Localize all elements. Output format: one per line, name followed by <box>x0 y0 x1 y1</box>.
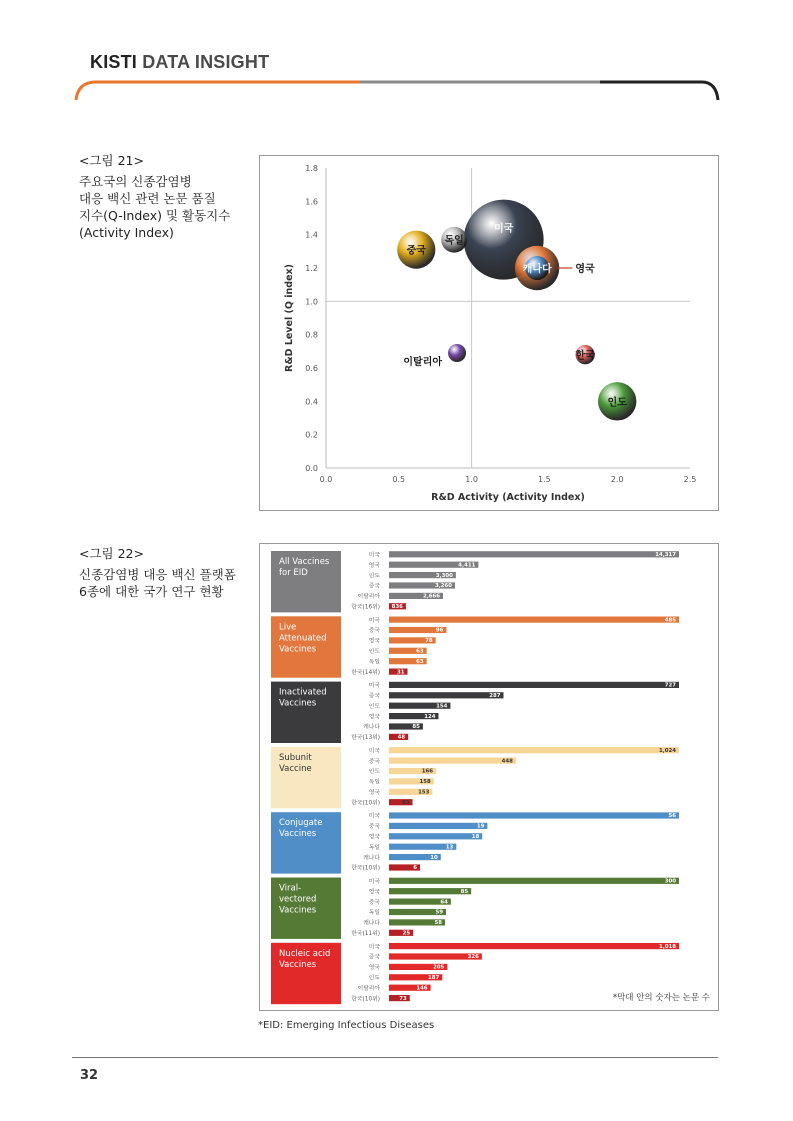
bar-country-label: 캐나다 <box>363 920 380 927</box>
bar-value-label: 1,024 <box>658 747 676 754</box>
figure21-chart-frame <box>259 155 719 511</box>
bar-value-label: 10 <box>430 854 438 861</box>
x-tick-label: 2.0 <box>610 475 624 484</box>
bar-value-label: 25 <box>402 930 411 937</box>
bar-value-label: 73 <box>399 995 407 1002</box>
bar-6-0 <box>389 943 679 949</box>
y-tick-label: 0.2 <box>305 430 318 440</box>
group-name: Nucleic acid <box>279 948 331 959</box>
bar-2-1 <box>389 692 503 698</box>
bar-value-label: 83 <box>401 799 410 806</box>
bar-4-2 <box>389 833 482 839</box>
bar-value-label: 96 <box>435 627 444 634</box>
bar-country-label: 캐나다 <box>363 855 380 862</box>
bar-value-label: 166 <box>421 768 434 775</box>
bar-country-label: 인도 <box>368 573 380 580</box>
bar-value-label: 58 <box>434 920 443 927</box>
bar-value-label: 485 <box>664 617 676 624</box>
figure22-chart-frame <box>259 543 719 1011</box>
group-name: Vaccines <box>279 959 317 970</box>
figure22-caption-line: 신종감염병 대응 백신 플랫폼 <box>79 567 236 582</box>
group-name: Live <box>279 622 297 633</box>
x-axis-title: R&D Activity (Activity Index) <box>431 492 585 503</box>
figure21-number: <그림 21> <box>79 153 144 168</box>
bar-country-label: 영국 <box>368 889 380 896</box>
bar-value-label: 3,300 <box>435 572 453 579</box>
y-tick-label: 0.6 <box>305 364 318 373</box>
bar-4-1 <box>389 823 487 829</box>
bar-country-label: 중국 <box>368 758 380 765</box>
group-name: vectored <box>279 894 317 905</box>
group-name: Inactivated <box>279 687 327 698</box>
bar-value-label: 63 <box>416 658 424 665</box>
bubble-label: 독일 <box>444 235 464 247</box>
scatter-chart <box>260 156 718 510</box>
bar-country-label: 한국(13위) <box>351 735 380 742</box>
y-tick-label: 0.0 <box>305 464 318 473</box>
bar-country-label: 독일 <box>368 779 380 786</box>
x-tick-label: 1.0 <box>465 475 478 484</box>
bar-value-label: 205 <box>433 964 445 971</box>
bar-value-label: 78 <box>425 638 433 645</box>
bar-2-0 <box>389 682 679 688</box>
bar-1-0 <box>389 617 679 623</box>
bar-country-label: 인도 <box>368 703 380 710</box>
bar-country-label: 한국(10위) <box>351 800 380 807</box>
figure22-number: <그림 22> <box>79 546 144 561</box>
bar-value-label: 2,666 <box>422 593 441 600</box>
header-brand: KISTI <box>90 52 138 72</box>
bar-value-label: 3,260 <box>434 583 453 590</box>
bar-0-0 <box>389 551 679 557</box>
bar-country-label: 중국 <box>368 628 380 635</box>
bubble-label: 중국 <box>406 245 426 257</box>
y-tick-label: 0.8 <box>305 330 318 340</box>
bar-value-label: 85 <box>412 724 420 731</box>
bar-5-1 <box>389 888 471 894</box>
bar-value-label: 124 <box>424 713 436 720</box>
bar-country-label: 한국(14위) <box>351 669 380 676</box>
bar-country-label: 미국 <box>368 944 380 951</box>
group-name: Vaccines <box>279 698 317 709</box>
bar-value-label: 6 <box>413 865 418 872</box>
bar-country-label: 중국 <box>368 954 380 961</box>
bar-country-label: 영국 <box>368 638 380 645</box>
bar-country-label: 중국 <box>368 583 380 590</box>
bar-4-0 <box>389 812 679 818</box>
bar-country-label: 중국 <box>368 693 380 700</box>
y-tick-label: 1.8 <box>305 164 318 173</box>
page-number: 32 <box>80 1068 99 1083</box>
bar-value-label: 187 <box>428 975 440 981</box>
bar-country-label: 미국 <box>368 617 380 624</box>
bar-value-label: 13 <box>445 844 454 851</box>
figure21-caption-line: 지수(Q-Index) 및 활동지수 <box>79 208 231 223</box>
bar-country-label: 영국 <box>368 790 380 796</box>
bar-country-label: 한국(11위) <box>351 931 380 937</box>
x-tick-label: 2.5 <box>683 475 697 484</box>
group-name: Viral- <box>279 883 302 894</box>
header-title <box>90 52 269 73</box>
bar-value-label: 59 <box>435 909 444 916</box>
figure22-caption-line: 6종에 대한 국가 연구 현황 <box>79 584 224 599</box>
bar-value-label: 287 <box>489 693 501 699</box>
group-name: Subunit <box>279 752 312 763</box>
group-name: All Vaccines <box>279 557 330 567</box>
bar-country-label: 이탈리아 <box>357 594 380 601</box>
bubble-5 <box>448 344 466 362</box>
x-tick-label: 0.5 <box>392 475 406 484</box>
bar-country-label: 인도 <box>368 975 380 982</box>
bar-country-label: 미국 <box>368 552 380 559</box>
y-tick-label: 1.4 <box>305 230 318 240</box>
y-tick-label: 0.4 <box>305 397 318 407</box>
y-tick-label: 1.0 <box>305 297 318 307</box>
bar-value-label: 154 <box>436 703 448 710</box>
footer-rule <box>72 1057 718 1058</box>
group-name: Vaccines <box>279 829 317 840</box>
y-tick-label: 1.2 <box>305 264 318 273</box>
footnote: *EID: Emerging Infectious Diseases <box>258 1020 435 1031</box>
bar-country-label: 미국 <box>368 748 380 755</box>
bar-country-label: 독일 <box>368 844 380 851</box>
bubble-label: 캐나다 <box>522 264 552 275</box>
y-tick-label: 1.6 <box>305 197 318 207</box>
bar-country-label: 한국(16위) <box>351 604 380 611</box>
bar-country-label: 독일 <box>368 659 380 666</box>
group-name: Vaccine <box>279 763 312 774</box>
group-name: Attenuated <box>279 633 327 644</box>
bubble-label: 한국 <box>575 350 595 362</box>
bar-value-label: 31 <box>397 669 405 676</box>
bar-5-0 <box>389 878 679 884</box>
bar-chart-note: *막대 안의 숫자는 논문 수 <box>612 993 710 1003</box>
figure21-caption <box>79 152 230 241</box>
bar-value-label: 158 <box>419 779 431 786</box>
bar-value-label: 836 <box>391 604 403 610</box>
group-name: for EID <box>279 568 308 578</box>
bar-country-label: 영국 <box>368 562 380 569</box>
header-subtitle: DATA INSIGHT <box>142 52 270 72</box>
figure21-caption-line: (Activity Index) <box>79 225 174 240</box>
bar-country-label: 중국 <box>368 899 380 906</box>
bar-value-label: 4,411 <box>458 562 476 569</box>
bar-country-label: 독일 <box>368 910 380 917</box>
bar-country-label: 영국 <box>368 714 380 721</box>
bubble-label: 이탈리아 <box>403 357 443 368</box>
bar-country-label: 이탈리아 <box>357 985 380 992</box>
bar-3-1 <box>389 758 516 764</box>
bar-value-label: 300 <box>664 878 676 885</box>
bar-country-label: 한국(10위) <box>351 996 380 1003</box>
bar-country-label: 미국 <box>368 879 380 885</box>
bar-value-label: 153 <box>418 789 430 796</box>
bar-country-label: 미국 <box>368 683 380 690</box>
group-name: Vaccines <box>279 644 317 655</box>
bar-country-label: 영국 <box>368 834 380 841</box>
bar-value-label: 14,317 <box>655 552 676 558</box>
bar-country-label: 인도 <box>368 769 380 776</box>
bar-value-label: 64 <box>440 899 448 906</box>
x-tick-label: 1.5 <box>538 475 551 484</box>
figure21-caption-line: 주요국의 신종감염병 <box>79 174 192 189</box>
bar-value-label: 146 <box>416 985 428 992</box>
bubble-label: 인도 <box>607 397 627 409</box>
x-tick-label: 0.0 <box>319 475 333 484</box>
bar-value-label: 326 <box>467 954 479 961</box>
bar-country-label: 영국 <box>368 965 380 972</box>
bar-value-label: 1,018 <box>658 943 676 950</box>
bar-country-label: 중국 <box>368 824 380 831</box>
bar-country-label: 인도 <box>368 649 380 655</box>
figure21-caption-line: 대응 백신 관련 논문 품질 <box>79 191 216 206</box>
group-name: Conjugate <box>279 818 323 829</box>
bar-value-label: 727 <box>664 682 676 689</box>
group-name: Vaccines <box>279 905 317 916</box>
bar-value-label: 448 <box>501 758 513 765</box>
bar-value-label: 18 <box>471 834 480 840</box>
bar-value-label: 85 <box>460 888 469 895</box>
bar-value-label: 19 <box>476 823 485 830</box>
bar-country-label: 한국(10위) <box>351 865 380 872</box>
bubble-label: 영국 <box>575 264 595 275</box>
bar-country-label: 캐나다 <box>363 724 380 731</box>
bar-country-label: 미국 <box>368 813 380 820</box>
bar-3-0 <box>389 747 679 753</box>
bar-value-label: 56 <box>668 813 676 820</box>
figure22-caption <box>79 545 236 600</box>
bar-chart <box>260 544 718 1010</box>
bar-value-label: 63 <box>416 648 424 655</box>
bubble-label: 미국 <box>493 223 514 235</box>
y-axis-title: R&D Level (Q index) <box>284 264 295 372</box>
bar-value-label: 48 <box>397 734 406 741</box>
